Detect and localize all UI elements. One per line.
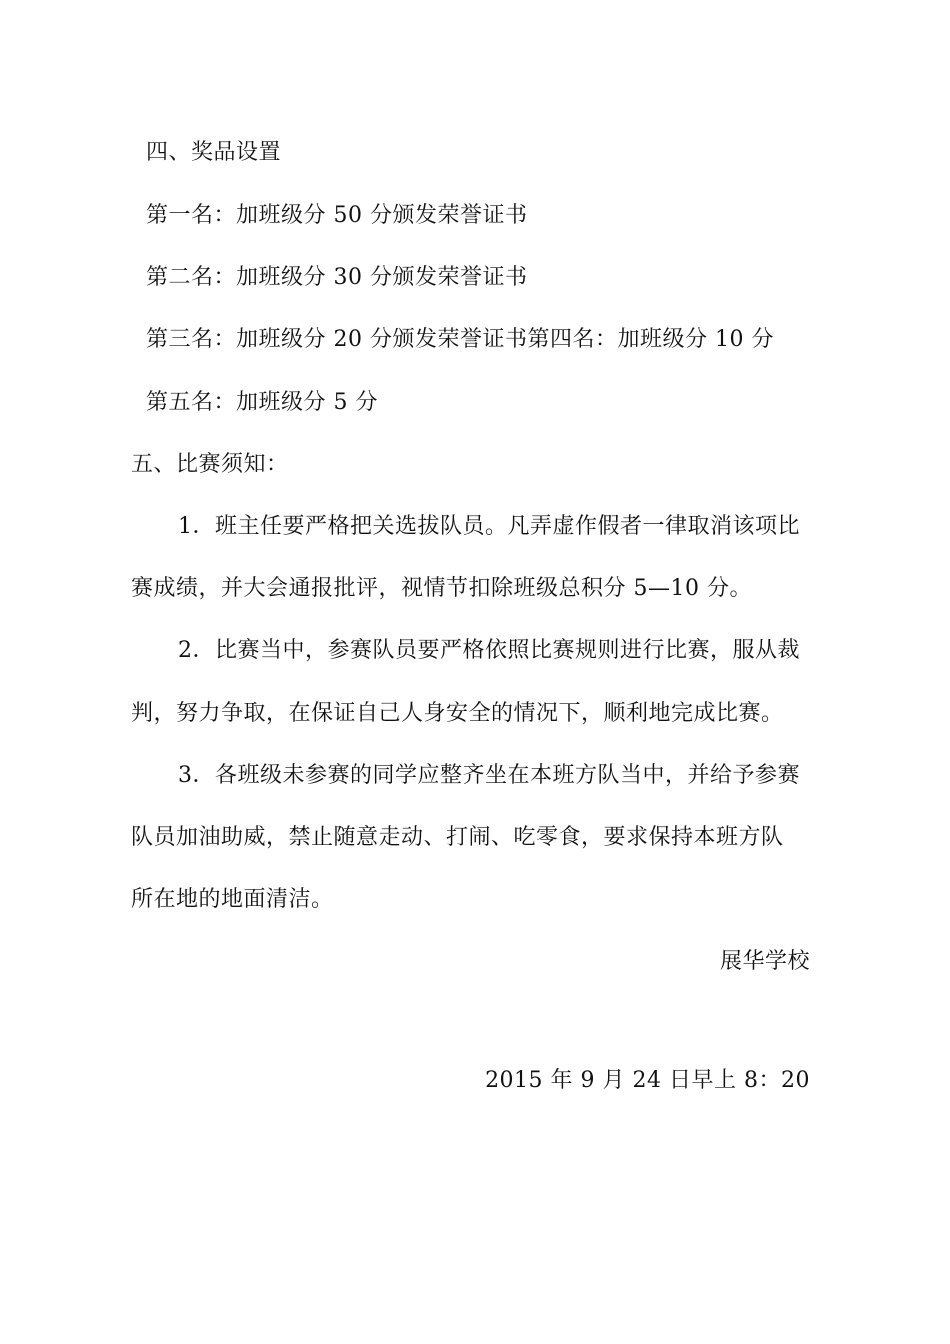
prize-first: 第一名：加班级分 50 分颁发荣誉证书 — [146, 203, 528, 228]
signature-datetime: 2015 年 9 月 24 日早上 8：20 — [485, 1068, 810, 1093]
section-5-heading: 五、比赛须知： — [131, 452, 289, 477]
signature-org: 展华学校 — [719, 949, 810, 974]
rule-3-line-3: 所在地的地面清洁。 — [131, 887, 334, 912]
section-4-heading: 四、奖品设置 — [146, 140, 282, 165]
rule-1-line-2: 赛成绩，并大会通报批评，视情节扣除班级总积分 5—10 分。 — [131, 576, 752, 601]
prize-fifth: 第五名：加班级分 5 分 — [146, 390, 378, 415]
rule-2-line-2: 判，努力争取，在保证自己人身安全的情况下，顺利地完成比赛。 — [131, 701, 784, 726]
rule-3-line-2: 队员加油助威，禁止随意走动、打闹、吃零食，要求保持本班方队 — [131, 825, 784, 850]
rule-2-line-1: 2．比赛当中，参赛队员要严格依照比赛规则进行比赛，服从裁 — [178, 638, 800, 663]
prize-third-fourth: 第三名：加班级分 20 分颁发荣誉证书第四名：加班级分 10 分 — [146, 327, 774, 352]
prize-second: 第二名：加班级分 30 分颁发荣誉证书 — [146, 265, 528, 290]
rule-3-line-1: 3．各班级未参赛的同学应整齐坐在本班方队当中，并给予参赛 — [178, 763, 800, 788]
rule-1-line-1: 1．班主任要严格把关选拔队员。凡弄虚作假者一律取消该项比 — [178, 514, 800, 539]
